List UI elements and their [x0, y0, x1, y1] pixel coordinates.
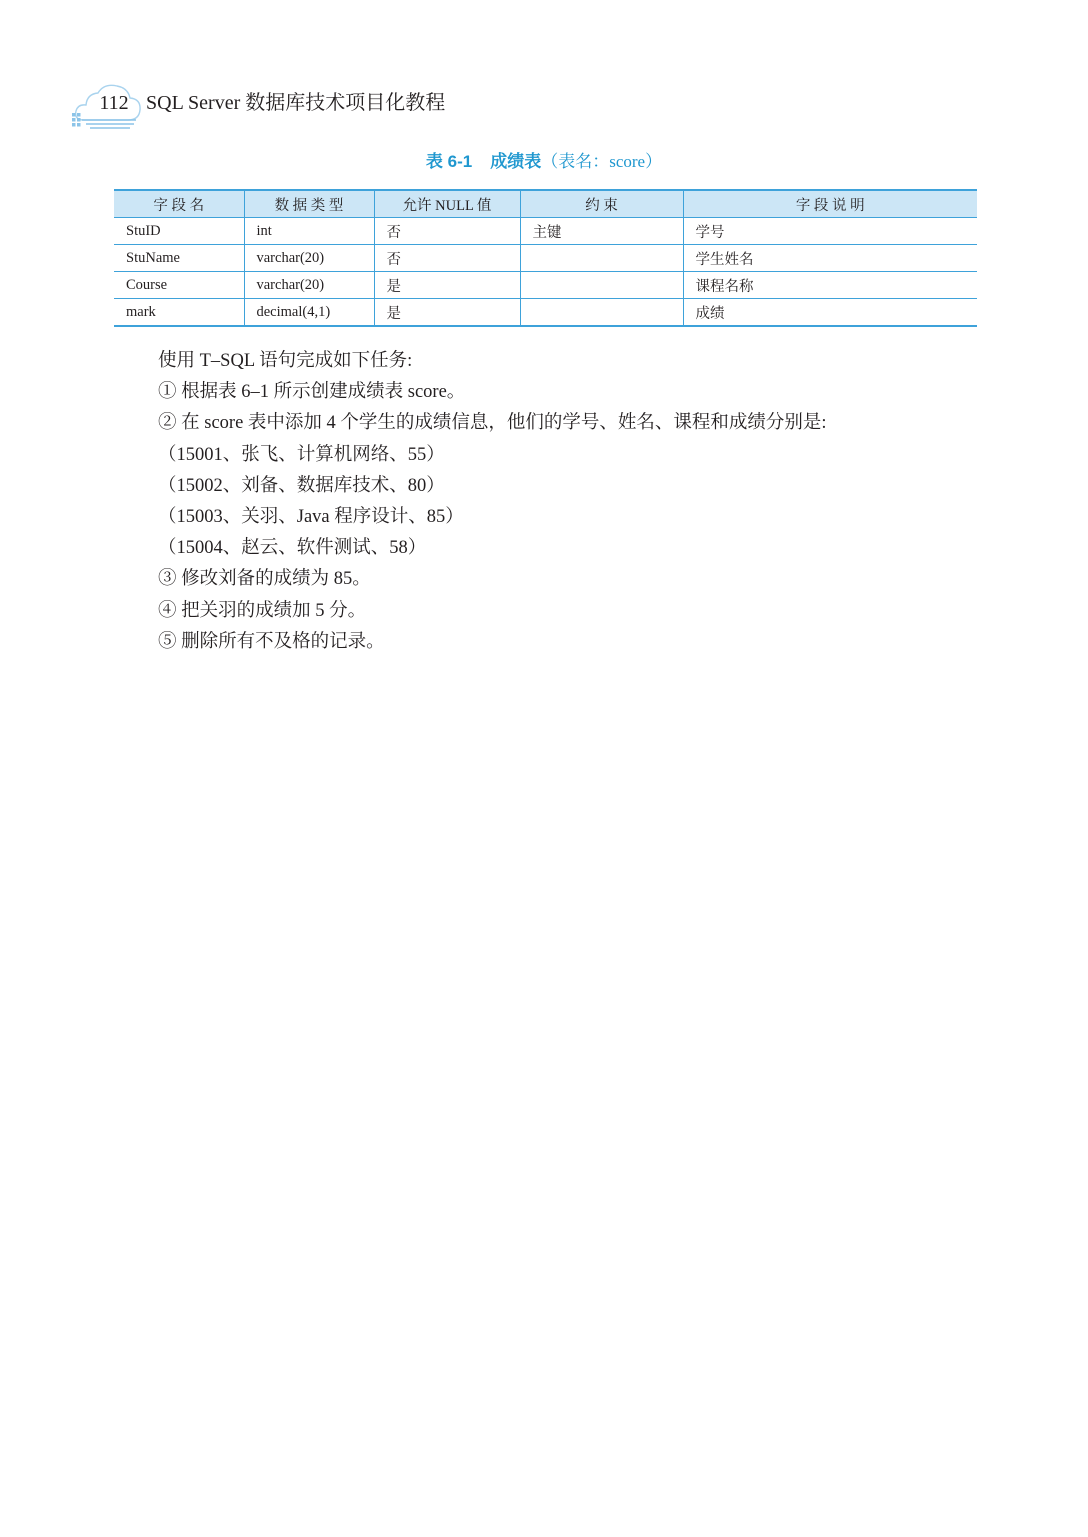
table-cell: 否 [374, 245, 520, 272]
table-cell: 主键 [520, 218, 683, 245]
table-cell: mark [114, 299, 244, 327]
fields-table [114, 189, 977, 327]
table-cell [520, 299, 683, 327]
header-allow-null: 允许 NULL 值 [374, 190, 520, 218]
table-cell: 否 [374, 218, 520, 245]
book-title: SQL Server 数据库技术项目化教程 [146, 92, 446, 114]
task-intro: 使用 T–SQL 语句完成如下任务: [158, 351, 413, 371]
task-line: ③ 修改刘备的成绩为 85。 [158, 569, 371, 590]
table-row [114, 245, 977, 272]
table-number: 表 6-1 [425, 152, 473, 171]
task-line: （15003、关羽、Java 程序设计、85） [158, 506, 464, 527]
task-line: ⑤ 删除所有不及格的记录。 [158, 631, 385, 652]
table-cell: StuName [114, 245, 244, 272]
table-cell: 学号 [683, 218, 977, 245]
header-constraint: 约 束 [520, 190, 683, 218]
task-line: ④ 把关羽的成绩加 5 分。 [158, 600, 367, 621]
task-line: ① 根据表 6–1 所示创建成绩表 score。 [158, 382, 466, 403]
table-name-paren: （表名：score） [541, 152, 663, 171]
header-data-type: 数 据 类 型 [244, 190, 374, 218]
header-field-name: 字 段 名 [114, 190, 244, 218]
table-cell: 成绩 [683, 299, 977, 327]
task-line: ② 在 score 表中添加 4 个学生的成绩信息，他们的学号、姓名、课程和成绩分别是: [158, 413, 827, 434]
table-cell: StuID [114, 218, 244, 245]
table-cell: 课程名称 [683, 272, 977, 299]
table-cell: varchar(20) [244, 245, 374, 272]
task-line: （15002、刘备、数据库技术、80） [158, 475, 445, 496]
task-line: （15004、赵云、软件测试、58） [158, 538, 427, 559]
table-cell: decimal(4,1) [244, 299, 374, 327]
table-cell: 是 [374, 272, 520, 299]
task-list [158, 346, 998, 658]
table-cell [520, 272, 683, 299]
table-cell: 是 [374, 299, 520, 327]
table-cell [520, 245, 683, 272]
table-header-row [114, 190, 977, 218]
table-row [114, 218, 977, 245]
task-line: （15001、张飞、计算机网络、55） [158, 444, 445, 465]
table-name: 成绩表 [490, 152, 542, 171]
table-cell: Course [114, 272, 244, 299]
table-cell: int [244, 218, 374, 245]
page-header [70, 80, 490, 132]
page-number: 112 [99, 92, 129, 114]
table-cell: varchar(20) [244, 272, 374, 299]
table-row [114, 299, 977, 327]
table-row [114, 272, 977, 299]
header-description: 字 段 说 明 [683, 190, 977, 218]
table-cell: 学生姓名 [683, 245, 977, 272]
table-caption [0, 150, 1088, 174]
